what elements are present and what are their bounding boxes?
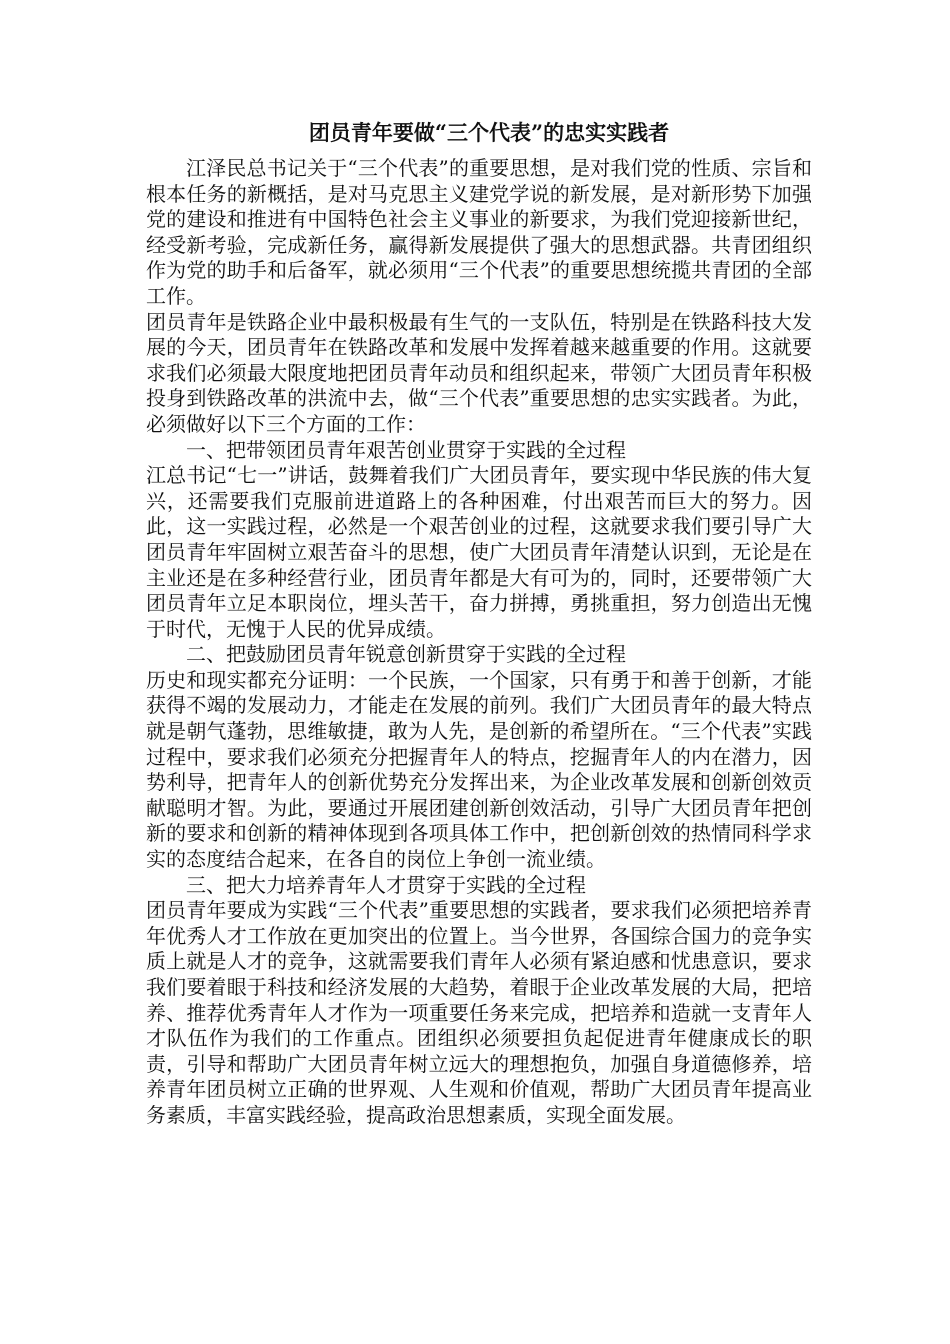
- section-3-heading: 三、把大力培养青年人才贯穿于实践的全过程: [186, 872, 586, 897]
- section-3-body: 团员青年要成为实践“三个代表”重要思想的实践者，要求我们必须把培养青年优秀人才工作放在更加突出的位置上。当今世界，各国综合国力的竞争实质上就是人才的竞争，这就需要我们青年人必须有紧迫感和忧患意识，要求我们要着眼于科技和经济发展的大趋势，着眼于企业改革发展的大局，把培养、推荐优秀青年人才作为一项重要任务来完成，把培养和造就一支青年人才队伍作为我们的工作重点。团组织必须要担负起促进青年健康成长的职责，引导和帮助广大团员青年树立远大的理想抱负，加强自身道德修养，培养青年团员树立正确的世界观、人生观和价值观，帮助广大团员青年提高业务素质，丰富实践经验，提高政治思想素质，实现全面发展。: [146, 898, 812, 1127]
- section-1-heading: 一、把带领团员青年艰苦创业贯穿于实践的全过程: [186, 437, 626, 462]
- section-2-body: 历史和现实都充分证明：一个民族，一个国家，只有勇于和善于创新，才能获得不竭的发展动力，才能走在发展的前列。我们广大团员青年的最大特点就是朝气蓬勃，思维敏捷，敢为人先，是创新的希望所在。“三个代表”实践过程中，要求我们必须充分把握青年人的特点，挖掘青年人的内在潜力，因势利导，把青年人的创新优势充分发挥出来，为企业改革发展和创新创效贡献聪明才智。为此，要通过开展团建创新创效活动，引导广大团员青年把创新的要求和创新的精神体现到各项具体工作中，把创新创效的热情同科学求实的态度结合起来，在各自的岗位上争创一流业绩。: [146, 667, 812, 872]
- section-1-body: 江总书记“七一”讲话，鼓舞着我们广大团员青年，要实现中华民族的伟大复兴，还需要我们克服前进道路上的各种困难，付出艰苦而巨大的努力。因此，这一实践过程，必然是一个艰苦创业的过程，这就要求我们要引导广大团员青年牢固树立艰苦奋斗的思想，使广大团员青年清楚认识到，无论是在主业还是在多种经营行业，团员青年都是大有可为的，同时，还要带领广大团员青年立足本职岗位，埋头苦干，奋力拼搏，勇挑重担，努力创造出无愧于时代，无愧于人民的优异成绩。: [146, 463, 812, 641]
- paragraph-2: 团员青年是铁路企业中最积极最有生气的一支队伍，特别是在铁路科技大发展的今天，团员青年在铁路改革和发展中发挥着越来越重要的作用。这就要求我们必须最大限度地把团员青年动员和组织起来，带领广大团员青年积极投身到铁路改革的洪流中去，做“三个代表”重要思想的忠实实践者。为此，必须做好以下三个方面的工作：: [146, 309, 812, 436]
- document-page: [146, 118, 812, 1129]
- section-2-heading: 二、把鼓励团员青年锐意创新贯穿于实践的全过程: [186, 642, 626, 667]
- document-title: 团员青年要做“三个代表”的忠实实践者: [308, 120, 670, 145]
- intro-paragraph: 江泽民总书记关于“三个代表”的重要思想，是对我们党的性质、宗旨和根本任务的新概括，是对马克思主义建党学说的新发展，是对新形势下加强党的建设和推进有中国特色社会主义事业的新要求，为我们党迎接新世纪，经受新考验，完成新任务，赢得新发展提供了强大的思想武器。共青团组织作为党的助手和后备军，就必须用“三个代表”的重要思想统揽共青团的全部工作。: [146, 156, 812, 308]
